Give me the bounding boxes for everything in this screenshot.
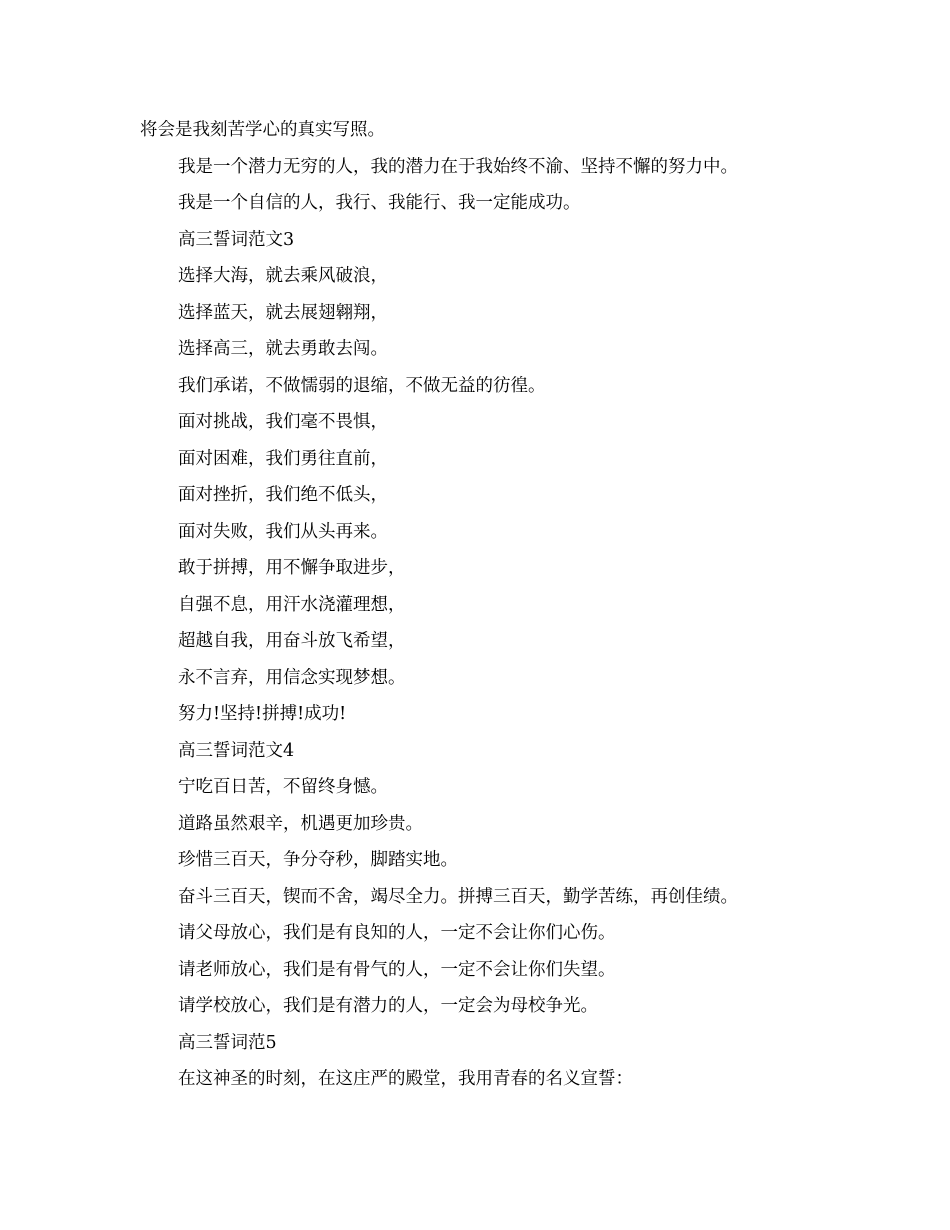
text-line: 努力!坚持!拼搏!成功! [178, 704, 347, 724]
text-line: 在这神圣的时刻，在这庄严的殿堂，我用青春的名义宣誓： [178, 1069, 633, 1089]
text-line: 请学校放心，我们是有潜力的人，一定会为母校争光。 [178, 996, 598, 1016]
text-line: 将会是我刻苦学心的真实写照。 [140, 120, 385, 140]
text-line: 选择大海，就去乘风破浪， [178, 266, 388, 286]
text-line: 面对困难，我们勇往直前， [178, 448, 388, 469]
text-line: 超越自我，用奋斗放飞希望， [178, 631, 406, 651]
text-line: 宁吃百日苦，不留终身憾。 [178, 777, 388, 797]
text-line: 请父母放心，我们是有良知的人，一定不会让你们心伤。 [178, 923, 616, 943]
text-line: 选择蓝天，就去展翅翱翔， [178, 302, 388, 323]
text-line: 永不言弃，用信念实现梦想。 [178, 667, 406, 688]
text-line: 我们承诺，不做懦弱的退缩，不做无益的彷徨。 [178, 375, 546, 396]
document-body [0, 112, 950, 1098]
section-heading: 高三誓词范文4 [178, 740, 295, 761]
text-line: 道路虽然艰辛，机遇更加珍贵。 [178, 813, 423, 834]
text-line: 面对挑战，我们毫不畏惧， [178, 412, 388, 432]
section-heading: 高三誓词范文3 [178, 229, 295, 250]
text-line: 面对挫折，我们绝不低头， [178, 485, 388, 505]
text-line: 面对失败，我们从头再来。 [178, 521, 388, 542]
text-line: 珍惜三百天，争分夺秒，脚踏实地。 [178, 850, 458, 870]
text-line: 请老师放心，我们是有骨气的人，一定不会让你们失望。 [178, 959, 616, 980]
text-line: 我是一个潜力无穷的人，我的潜力在于我始终不渝、坚持不懈的努力中。 [178, 156, 738, 177]
text-line: 自强不息，用汗水浇灌理想， [178, 594, 406, 615]
section-heading: 高三誓词范5 [178, 1032, 277, 1053]
text-line: 我是一个自信的人，我行、我能行、我一定能成功。 [178, 193, 581, 213]
text-line: 敢于拼搏，用不懈争取进步， [178, 558, 406, 578]
text-line: 选择高三，就去勇敢去闯。 [178, 339, 388, 359]
text-line: 奋斗三百天，锲而不舍，竭尽全力。拼搏三百天，勤学苦练，再创佳绩。 [178, 886, 738, 907]
